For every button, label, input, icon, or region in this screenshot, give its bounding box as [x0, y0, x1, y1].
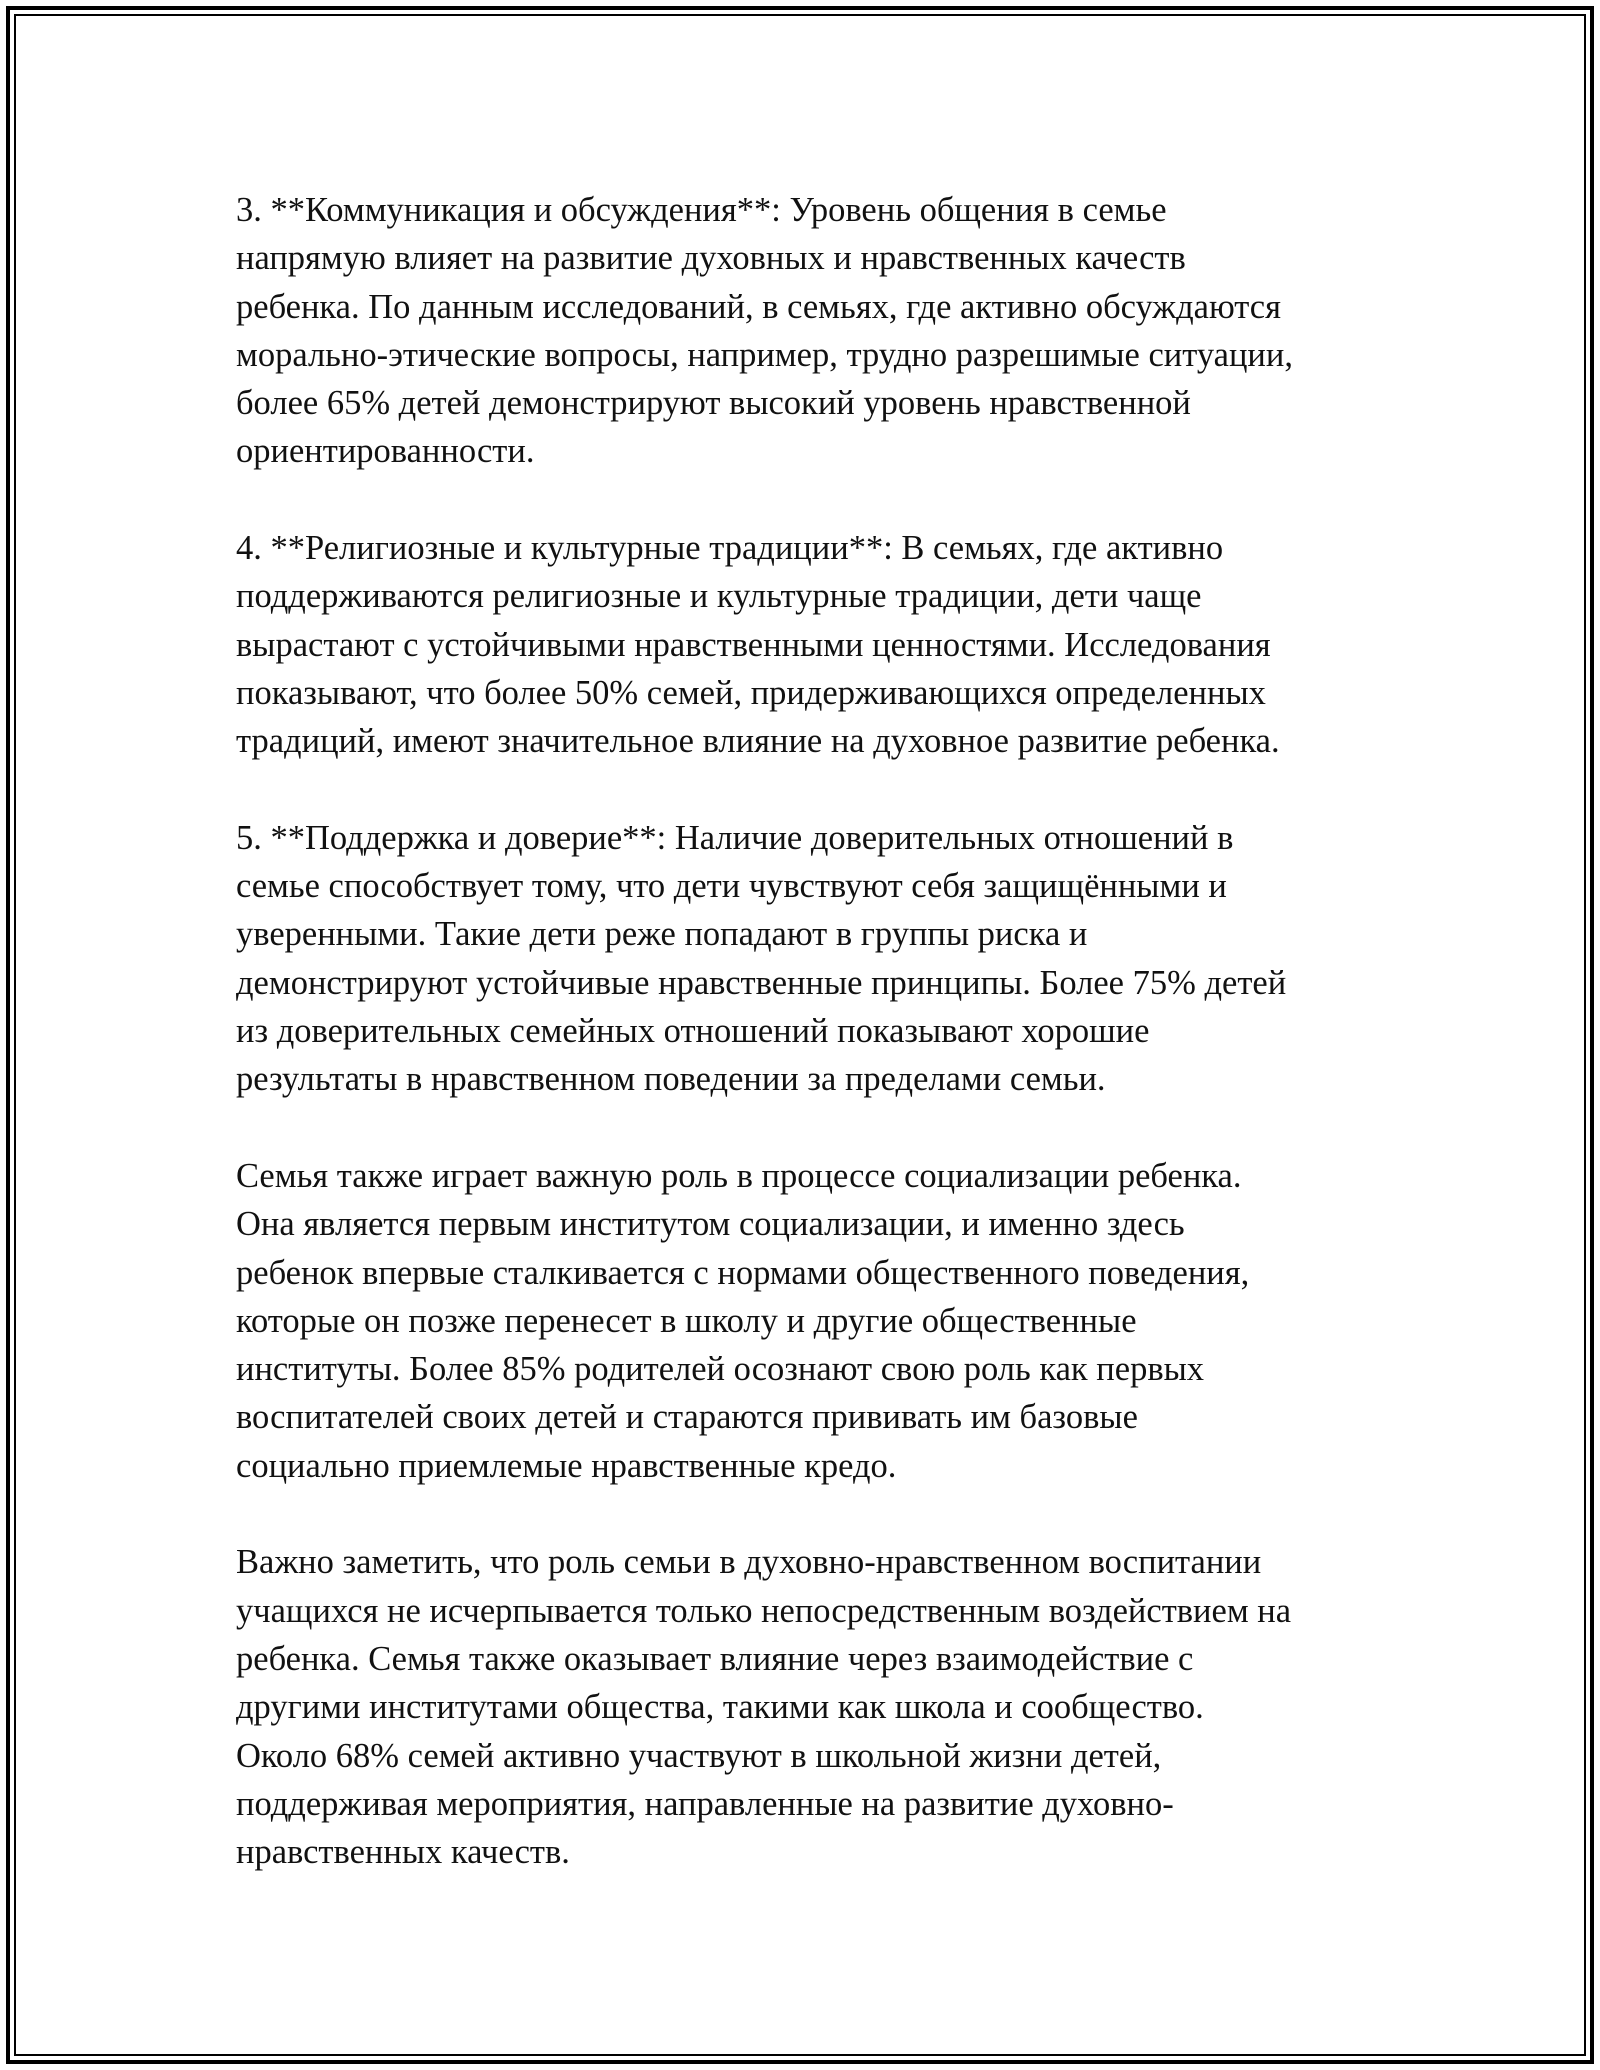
text-line: Около 68% семей активно участвуют в школьной жизни детей,: [236, 1736, 1162, 1775]
text-line: Важно заметить, что роль семьи в духовно-нравственном воспитании: [236, 1543, 1262, 1582]
text-line: показывают, что более 50% семей, придерживающихся определенных: [236, 673, 1266, 712]
text-line: уверенными. Такие дети реже попадают в группы риска и: [236, 915, 1088, 954]
text-line: институты. Более 85% родителей осознают свою роль как первых: [236, 1350, 1205, 1389]
text-line: напрямую влияет на развитие духовных и нравственных качеств: [236, 239, 1186, 278]
text-line: 4. **Религиозные и культурные традиции**: В семьях, где активно: [236, 529, 1224, 568]
text-line: учащихся не исчерпывается только непосредственным воздействием на: [236, 1591, 1292, 1630]
paragraph-support-trust: [236, 814, 1366, 1104]
text-line: ребенок впервые сталкивается с нормами общественного поведения,: [236, 1253, 1250, 1292]
text-line: нравственных качеств.: [236, 1833, 570, 1872]
text-line: другими институтами общества, такими как школа и сообщество.: [236, 1688, 1204, 1727]
text-line: ориентированности.: [236, 432, 535, 471]
paragraph-family-role: [236, 1538, 1366, 1876]
document-body: [236, 186, 1366, 1876]
text-line: Семья также играет важную роль в процессе социализации ребенка.: [236, 1156, 1242, 1195]
paragraph-socialization: [236, 1152, 1366, 1490]
paragraph-traditions: [236, 524, 1366, 765]
text-line: 5. **Поддержка и доверие**: Наличие доверительных отношений в: [236, 818, 1234, 857]
paragraph-communication: [236, 186, 1366, 476]
text-line: поддерживаются религиозные и культурные традиции, дети чаще: [236, 577, 1202, 616]
text-line: из доверительных семейных отношений показывают хорошие: [236, 1012, 1150, 1051]
text-line: 3. **Коммуникация и обсуждения**: Уровень общения в семье: [236, 191, 1167, 229]
text-line: воспитателей своих детей и стараются прививать им базовые: [236, 1398, 1138, 1437]
text-line: которые он позже перенесет в школу и другие общественные: [236, 1301, 1137, 1340]
text-line: более 65% детей демонстрируют высокий уровень нравственной: [236, 384, 1191, 423]
text-line: Она является первым институтом социализации, и именно здесь: [236, 1205, 1185, 1244]
text-line: социально приемлемые нравственные кредо.: [236, 1446, 897, 1485]
text-line: семье способствует тому, что дети чувствуют себя защищёнными и: [236, 867, 1227, 906]
text-line: результаты в нравственном поведении за пределами семьи.: [236, 1060, 1106, 1099]
text-line: демонстрируют устойчивые нравственные принципы. Более 75% детей: [236, 963, 1287, 1002]
text-line: ребенка. По данным исследований, в семьях, где активно обсуждаются: [236, 287, 1281, 326]
text-line: поддерживая мероприятия, направленные на развитие духовно-: [236, 1784, 1174, 1823]
text-line: традиций, имеют значительное влияние на духовное развитие ребенка.: [236, 722, 1280, 761]
text-line: морально-этические вопросы, например, трудно разрешимые ситуации,: [236, 335, 1293, 374]
text-line: ребенка. Семья также оказывает влияние через взаимодействие с: [236, 1639, 1194, 1678]
text-line: вырастают с устойчивыми нравственными ценностями. Исследования: [236, 625, 1271, 664]
